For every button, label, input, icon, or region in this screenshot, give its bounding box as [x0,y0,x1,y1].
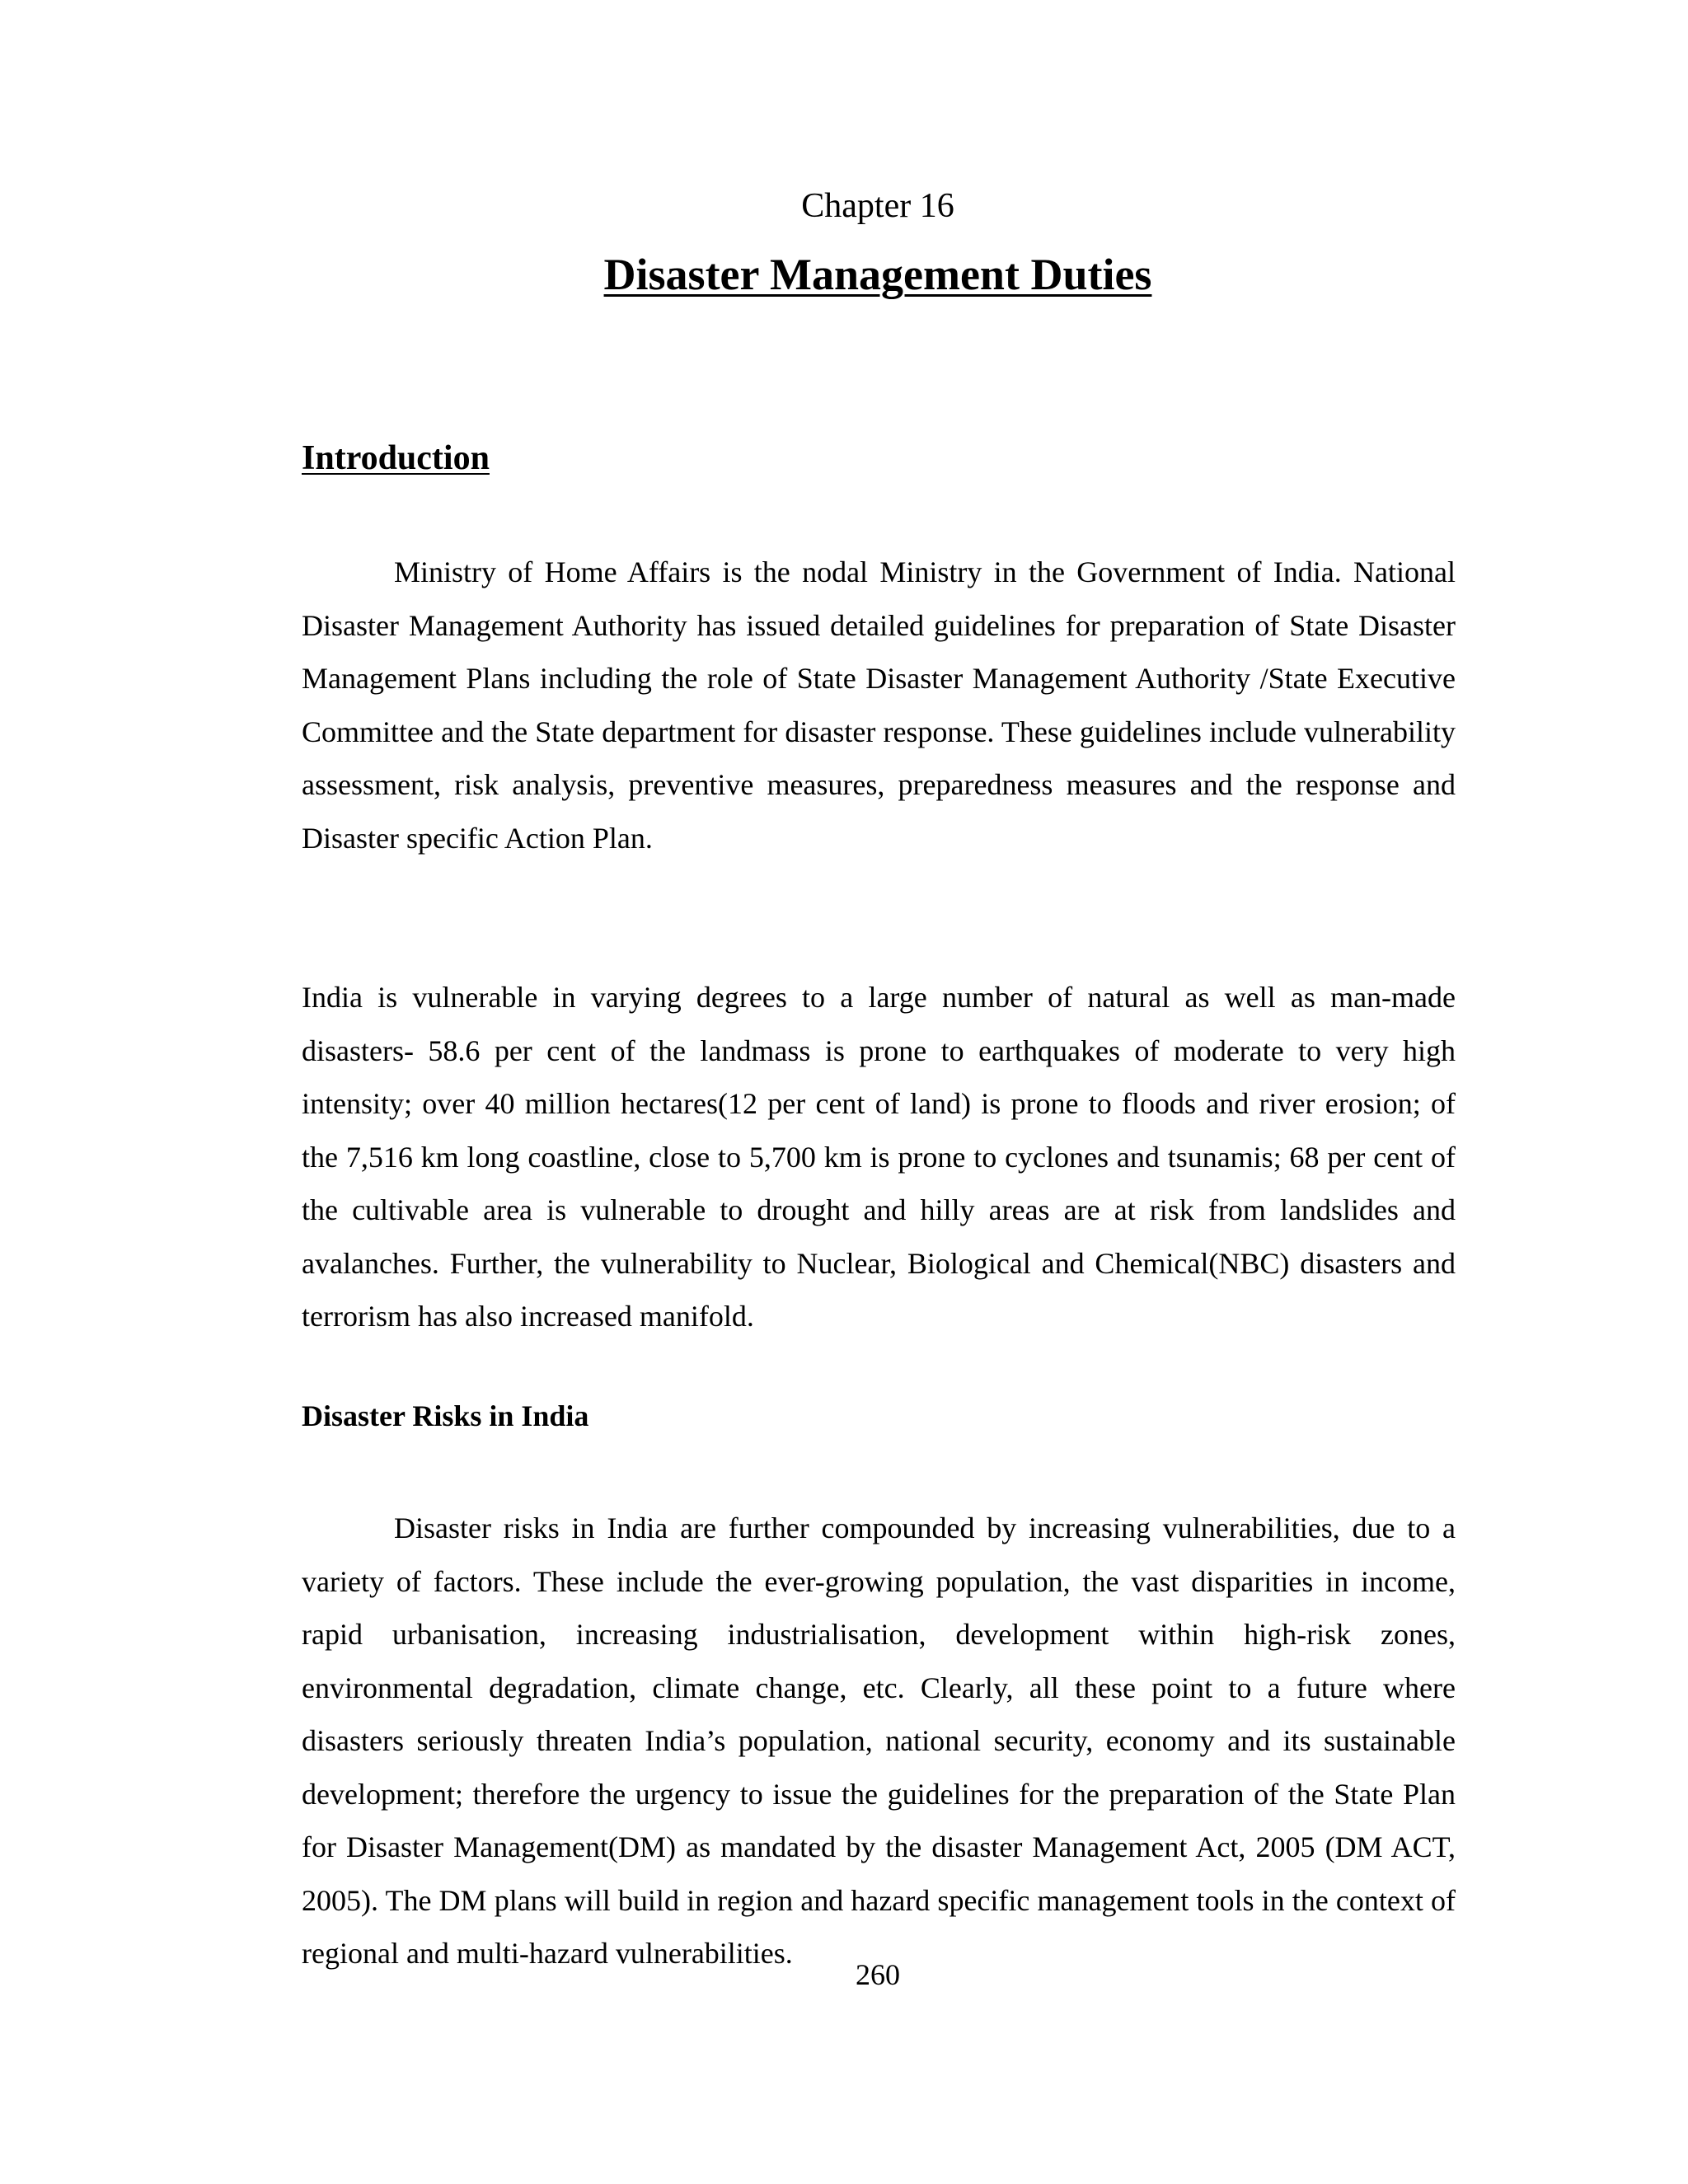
introduction-heading: Introduction [302,439,490,477]
page-number: 260 [856,1958,900,1991]
chapter-title: Disaster Management Duties [603,250,1152,299]
disaster-risks-paragraph: Disaster risks in India are further compounded by increasing vulnerabilities, due to a variety of factors. These include the ever-growing population, the vast disparities in income, rapid urbanisation, increasing industrialisation, development within high-risk zones, environmental degradation, climate change, etc. Clearly, all these point to a future where disasters seriously threaten India’s population, national security, economy and its sustainable development; therefore the urgency to issue the guidelines for the preparation of the State Plan for Disaster Management(DM) as mandated by the disaster Management Act, 2005 (DM ACT, 2005). The DM plans will build in region and hazard specific management tools in the context of regional and multi-hazard vulnerabilities. [302,1511,1456,1970]
chapter-label: Chapter 16 [801,187,954,225]
introduction-paragraph-2-block [302,971,1456,1343]
introduction-paragraph-2: India is vulnerable in varying degrees to a large number of natural as well as man-made disasters- 58.6 per cent of the landmass is prone to earthquakes of moderate to very high intensity; over 40 million hectares(12 per cent of land) is prone to floods and river erosion; of the 7,516 km long coastline, close to 5,700 km is prone to cyclones and tsunamis; 68 per cent of the cultivable area is vulnerable to drought and hilly areas are at risk from landslides and avalanches. Further, the vulnerability to Nuclear, Biological and Chemical(NBC) disasters and terrorism has also increased manifold. [302,981,1456,1333]
disaster-risks-paragraph-block [302,1502,1456,1980]
introduction-paragraph-1-block [302,546,1456,865]
introduction-paragraph-1: Ministry of Home Affairs is the nodal Ministry in the Government of India. National Disaster Management Authority has issued detailed guidelines for preparation of State Disaster Management Plans including the role of State Disaster Management Authority /State Executive Committee and the State department for disaster response. These guidelines include vulnerability assessment, risk analysis, preventive measures, preparedness measures and the response and Disaster specific Action Plan. [302,555,1456,855]
disaster-risks-heading: Disaster Risks in India [302,1399,589,1432]
